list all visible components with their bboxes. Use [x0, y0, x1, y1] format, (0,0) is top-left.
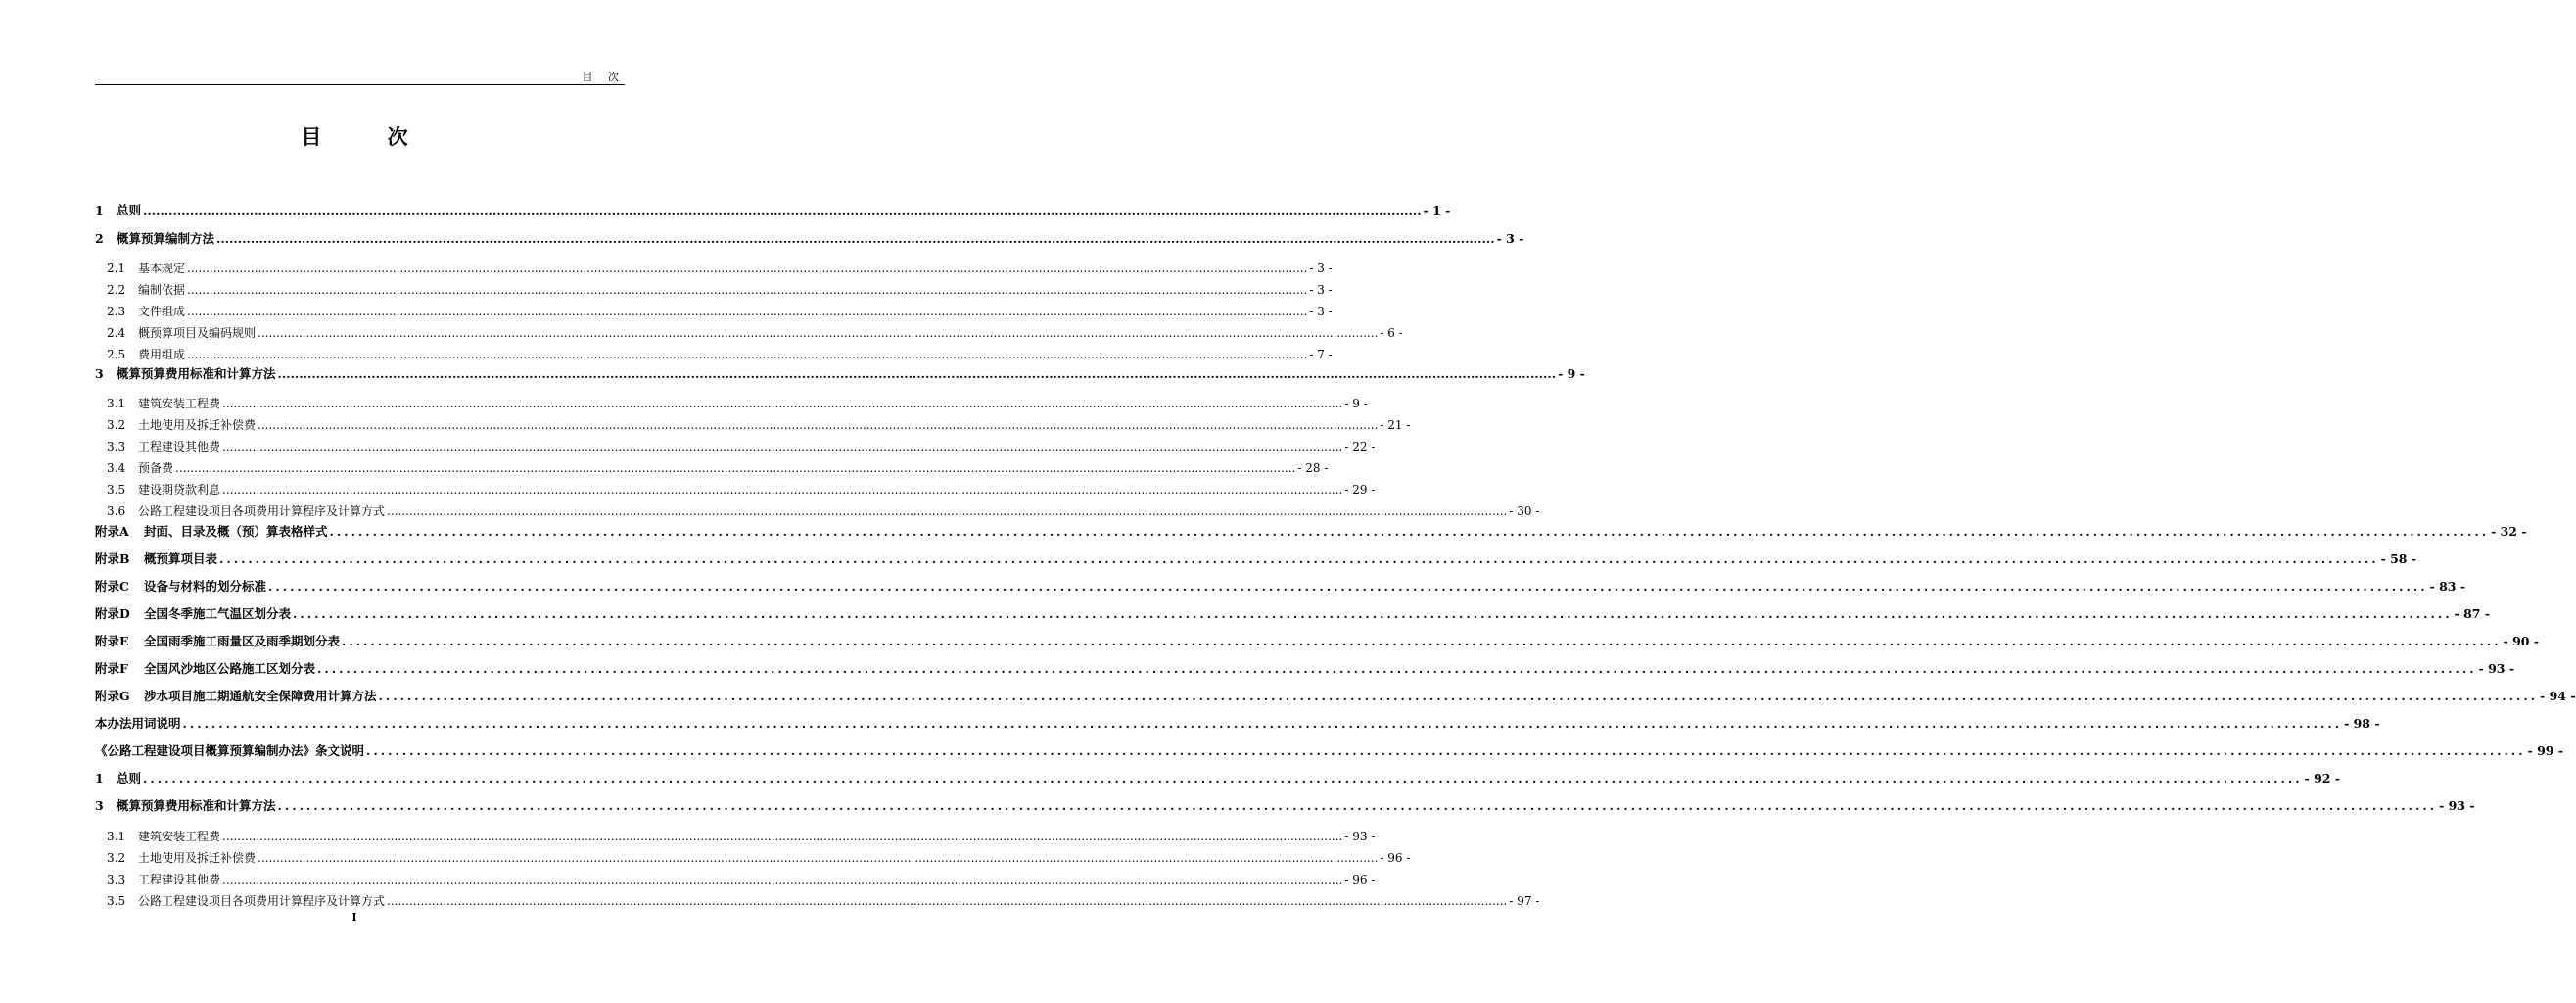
toc-leader-dots: ............................................................................................................................................................................................................................................................................................................ [366, 743, 2526, 758]
toc-leader-dots: ............................................................................................................................................................................................................................................................................................................ [277, 798, 2438, 813]
toc-leader-dots: ............................................................................................................................................................................................................................................................................................................ [258, 326, 1379, 340]
toc-entry[interactable] [95, 549, 2417, 567]
toc-entry-number: 2.3 [107, 305, 126, 318]
toc-leader-dots: ............................................................................................................................................................................................................................................................................................................ [293, 606, 2453, 621]
toc-entry[interactable] [95, 281, 1333, 298]
toc-entry-number: 3.2 [107, 851, 126, 865]
toc-entry-page: - 6 - [1380, 326, 1403, 340]
toc-entry-title: 概预算项目及编码规则 [138, 326, 257, 340]
toc-entry-page: - 87 - [2454, 606, 2491, 621]
toc-entry[interactable] [95, 229, 1524, 247]
toc-leader-dots: ............................................................................................................................................................................................................................................................................................................ [187, 305, 1308, 318]
toc-entry[interactable] [95, 659, 2515, 677]
toc-entry-page: - 30 - [1509, 504, 1540, 518]
toc-entry-title: 预备费 [138, 461, 174, 475]
toc-leader-dots: ............................................................................................................................................................................................................................................................................................................ [216, 231, 1495, 246]
toc-leader-dots: ............................................................................................................................................................................................................................................................................................................ [317, 661, 2477, 676]
toc-entry-page: - 99 - [2527, 743, 2564, 758]
toc-leader-dots: ............................................................................................................................................................................................................................................................................................................ [175, 461, 1296, 475]
toc-entry-title: 《公路工程建设项目概算预算编制办法》条文说明 [95, 743, 365, 758]
toc-entry-number: 3.5 [107, 483, 126, 497]
toc-entry-page: - 96 - [1344, 873, 1376, 886]
toc-entry-page: - 3 - [1309, 305, 1333, 318]
toc-entry-title: 全国雨季施工雨量区及雨季期划分表 [144, 634, 341, 648]
toc-leader-dots: ............................................................................................................................................................................................................................................................................................................ [219, 551, 2379, 566]
toc-entry-page: - 1 - [1423, 203, 1451, 217]
toc-entry-number: 3.5 [107, 894, 126, 908]
toc-entry-number: 3 [95, 798, 104, 813]
toc-entry-title: 建筑安装工程费 [138, 397, 221, 410]
toc-leader-dots: ............................................................................................................................................................................................................................................................................................................ [182, 716, 2343, 731]
toc-entry[interactable] [95, 395, 1368, 411]
toc-entry-title: 概算预算编制方法 [117, 231, 215, 246]
toc-entry-title: 概算预算费用标准和计算方法 [117, 798, 276, 813]
toc-entry-title: 公路工程建设项目各项费用计算程序及计算方式 [138, 504, 386, 518]
toc-entry-number: 附录G [95, 689, 130, 703]
toc-entry-title: 全国风沙地区公路施工区划分表 [144, 661, 316, 676]
toc-leader-dots: ............................................................................................................................................................................................................................................................................................................ [378, 689, 2539, 703]
toc-entry[interactable] [95, 346, 1333, 362]
toc-entry[interactable] [95, 522, 2527, 540]
toc-entry-number: 附录E [95, 634, 129, 648]
toc-entry-page: - 9 - [1558, 366, 1585, 381]
toc-entry-page: - 98 - [2344, 716, 2380, 731]
toc-entry-page: - 3 - [1309, 283, 1333, 297]
toc-entry[interactable] [95, 416, 1411, 433]
toc-entry-number: 1 [95, 771, 104, 786]
toc-entry[interactable] [95, 303, 1333, 319]
toc-entry-title: 公路工程建设项目各项费用计算程序及计算方式 [138, 894, 386, 908]
toc-entry-page: - 97 - [1509, 894, 1540, 908]
toc-entry[interactable] [95, 871, 1376, 887]
toc-entry-page: - 93 - [1344, 830, 1376, 843]
toc-leader-dots: ............................................................................................................................................................................................................................................................................................................ [342, 634, 2502, 648]
toc-leader-dots: ............................................................................................................................................................................................................................................................................................................ [268, 579, 2428, 594]
toc-entry-title: 基本规定 [138, 262, 186, 275]
toc-entry-number: 3.4 [107, 461, 126, 475]
toc-entry-title: 土地使用及拆迁补偿费 [138, 418, 257, 432]
header-rule [95, 84, 625, 85]
toc-leader-dots: ............................................................................................................................................................................................................................................................................................................ [329, 524, 2490, 539]
toc-entry-page: - 3 - [1496, 231, 1524, 246]
toc-leader-dots: ............................................................................................................................................................................................................................................................................................................ [222, 440, 1343, 454]
page-title: 目 次 [301, 124, 438, 149]
toc-leader-dots: ............................................................................................................................................................................................................................................................................................................ [258, 851, 1379, 865]
toc-entry-page: - 22 - [1344, 440, 1376, 454]
toc-entry-number: 3.3 [107, 440, 126, 454]
toc-entry-page: - 9 - [1344, 397, 1368, 410]
toc-leader-dots: ............................................................................................................................................................................................................................................................................................................ [187, 283, 1308, 297]
toc-entry-title: 工程建设其他费 [138, 440, 221, 454]
toc-entry-number: 3 [95, 366, 104, 381]
toc-entry-title: 概预算项目表 [144, 551, 218, 566]
toc-entry-number: 2.2 [107, 283, 126, 297]
toc-entry-title: 本办法用词说明 [95, 716, 181, 731]
toc-entry-page: - 32 - [2491, 524, 2527, 539]
toc-entry-number: 附录A [95, 524, 129, 539]
toc-leader-dots: ............................................................................................................................................................................................................................................................................................................ [387, 504, 1508, 518]
toc-entry[interactable] [95, 849, 1411, 866]
toc-entry-title: 编制依据 [138, 283, 186, 297]
toc-entry-number: 2.1 [107, 262, 126, 275]
toc-entry-number: 3.6 [107, 504, 126, 518]
toc-entry[interactable] [95, 459, 1329, 476]
toc-entry-page: - 93 - [2439, 798, 2475, 813]
toc-entry-page: - 90 - [2503, 634, 2540, 648]
toc-entry[interactable] [95, 892, 1540, 909]
toc-entry[interactable] [95, 828, 1376, 844]
toc-leader-dots: ............................................................................................................................................................................................................................................................................................................ [222, 397, 1343, 410]
toc-leader-dots: ............................................................................................................................................................................................................................................................................................................ [222, 830, 1343, 843]
toc-leader-dots: ............................................................................................................................................................................................................................................................................................................ [277, 366, 1557, 381]
toc-entry[interactable] [95, 577, 2466, 595]
toc-entry-number: 2.5 [107, 348, 126, 361]
toc-entry-title: 费用组成 [138, 348, 186, 361]
toc-entry-number: 附录F [95, 661, 128, 676]
toc-leader-dots: ............................................................................................................................................................................................................................................................................................................ [387, 894, 1508, 908]
toc-entry[interactable] [95, 364, 1585, 382]
toc-entry[interactable] [95, 687, 2576, 704]
toc-leader-dots: ............................................................................................................................................................................................................................................................................................................ [222, 483, 1343, 497]
toc-entry-page: - 7 - [1309, 348, 1333, 361]
toc-entry-title: 建设期贷款利息 [138, 483, 221, 497]
toc-entry-page: - 83 - [2429, 579, 2466, 594]
toc-leader-dots: ............................................................................................................................................................................................................................................................................................................ [143, 771, 2303, 786]
toc-entry[interactable] [95, 714, 2380, 732]
toc-entry[interactable] [95, 260, 1333, 276]
toc-entry-page: - 28 - [1297, 461, 1329, 475]
toc-leader-dots: ............................................................................................................................................................................................................................................................................................................ [187, 262, 1308, 275]
toc-entry-number: 3.2 [107, 418, 126, 432]
toc-entry-title: 封面、目录及概（预）算表格样式 [144, 524, 328, 539]
toc-entry-number: 2.4 [107, 326, 126, 340]
toc-entry-title: 工程建设其他费 [138, 873, 221, 886]
toc-entry-page: - 92 - [2304, 771, 2341, 786]
running-header: 目 次 [582, 71, 625, 83]
toc-entry-number: 附录C [95, 579, 129, 594]
toc-leader-dots: ............................................................................................................................................................................................................................................................................................................ [258, 418, 1379, 432]
toc-entry[interactable] [95, 632, 2540, 649]
toc-entry-title: 总则 [117, 771, 142, 786]
toc-entry[interactable] [95, 324, 1403, 341]
toc-entry-title: 概算预算费用标准和计算方法 [117, 366, 276, 381]
toc-entry[interactable] [95, 604, 2491, 622]
toc-entry-title: 涉水项目施工期通航安全保障费用计算方法 [144, 689, 377, 703]
toc-entry-number: 附录D [95, 606, 130, 621]
page-number: I [351, 911, 357, 924]
toc-entry-title: 土地使用及拆迁补偿费 [138, 851, 257, 865]
toc-entry-page: - 21 - [1380, 418, 1411, 432]
toc-entry[interactable] [95, 201, 1451, 218]
toc-entry-page: - 96 - [1380, 851, 1411, 865]
toc-entry[interactable] [95, 502, 1540, 519]
toc-entry-number: 1 [95, 203, 104, 217]
toc-entry-page: - 93 - [2478, 661, 2515, 676]
toc-entry[interactable] [95, 796, 2475, 814]
toc-entry[interactable] [95, 481, 1376, 498]
toc-entry-number: 3.1 [107, 830, 126, 843]
toc-entry-page: - 3 - [1309, 262, 1333, 275]
toc-entry-title: 总则 [117, 203, 142, 217]
toc-entry[interactable] [95, 769, 2341, 787]
toc-entry-title: 全国冬季施工气温区划分表 [144, 606, 292, 621]
toc-entry-page: - 94 - [2540, 689, 2576, 703]
toc-entry-number: 2 [95, 231, 104, 246]
toc-leader-dots: ............................................................................................................................................................................................................................................................................................................ [143, 203, 1422, 217]
toc-entry[interactable] [95, 741, 2564, 759]
toc-entry-number: 附录B [95, 551, 130, 566]
toc-entry-title: 设备与材料的划分标准 [144, 579, 267, 594]
toc-entry-page: - 58 - [2380, 551, 2417, 566]
toc-leader-dots: ............................................................................................................................................................................................................................................................................................................ [187, 348, 1308, 361]
toc-entry[interactable] [95, 438, 1376, 454]
toc-entry-page: - 29 - [1344, 483, 1376, 497]
toc-entry-number: 3.3 [107, 873, 126, 886]
toc-entry-title: 建筑安装工程费 [138, 830, 221, 843]
toc-entry-number: 3.1 [107, 397, 126, 410]
toc-entry-title: 文件组成 [138, 305, 186, 318]
toc-leader-dots: ............................................................................................................................................................................................................................................................................................................ [222, 873, 1343, 886]
